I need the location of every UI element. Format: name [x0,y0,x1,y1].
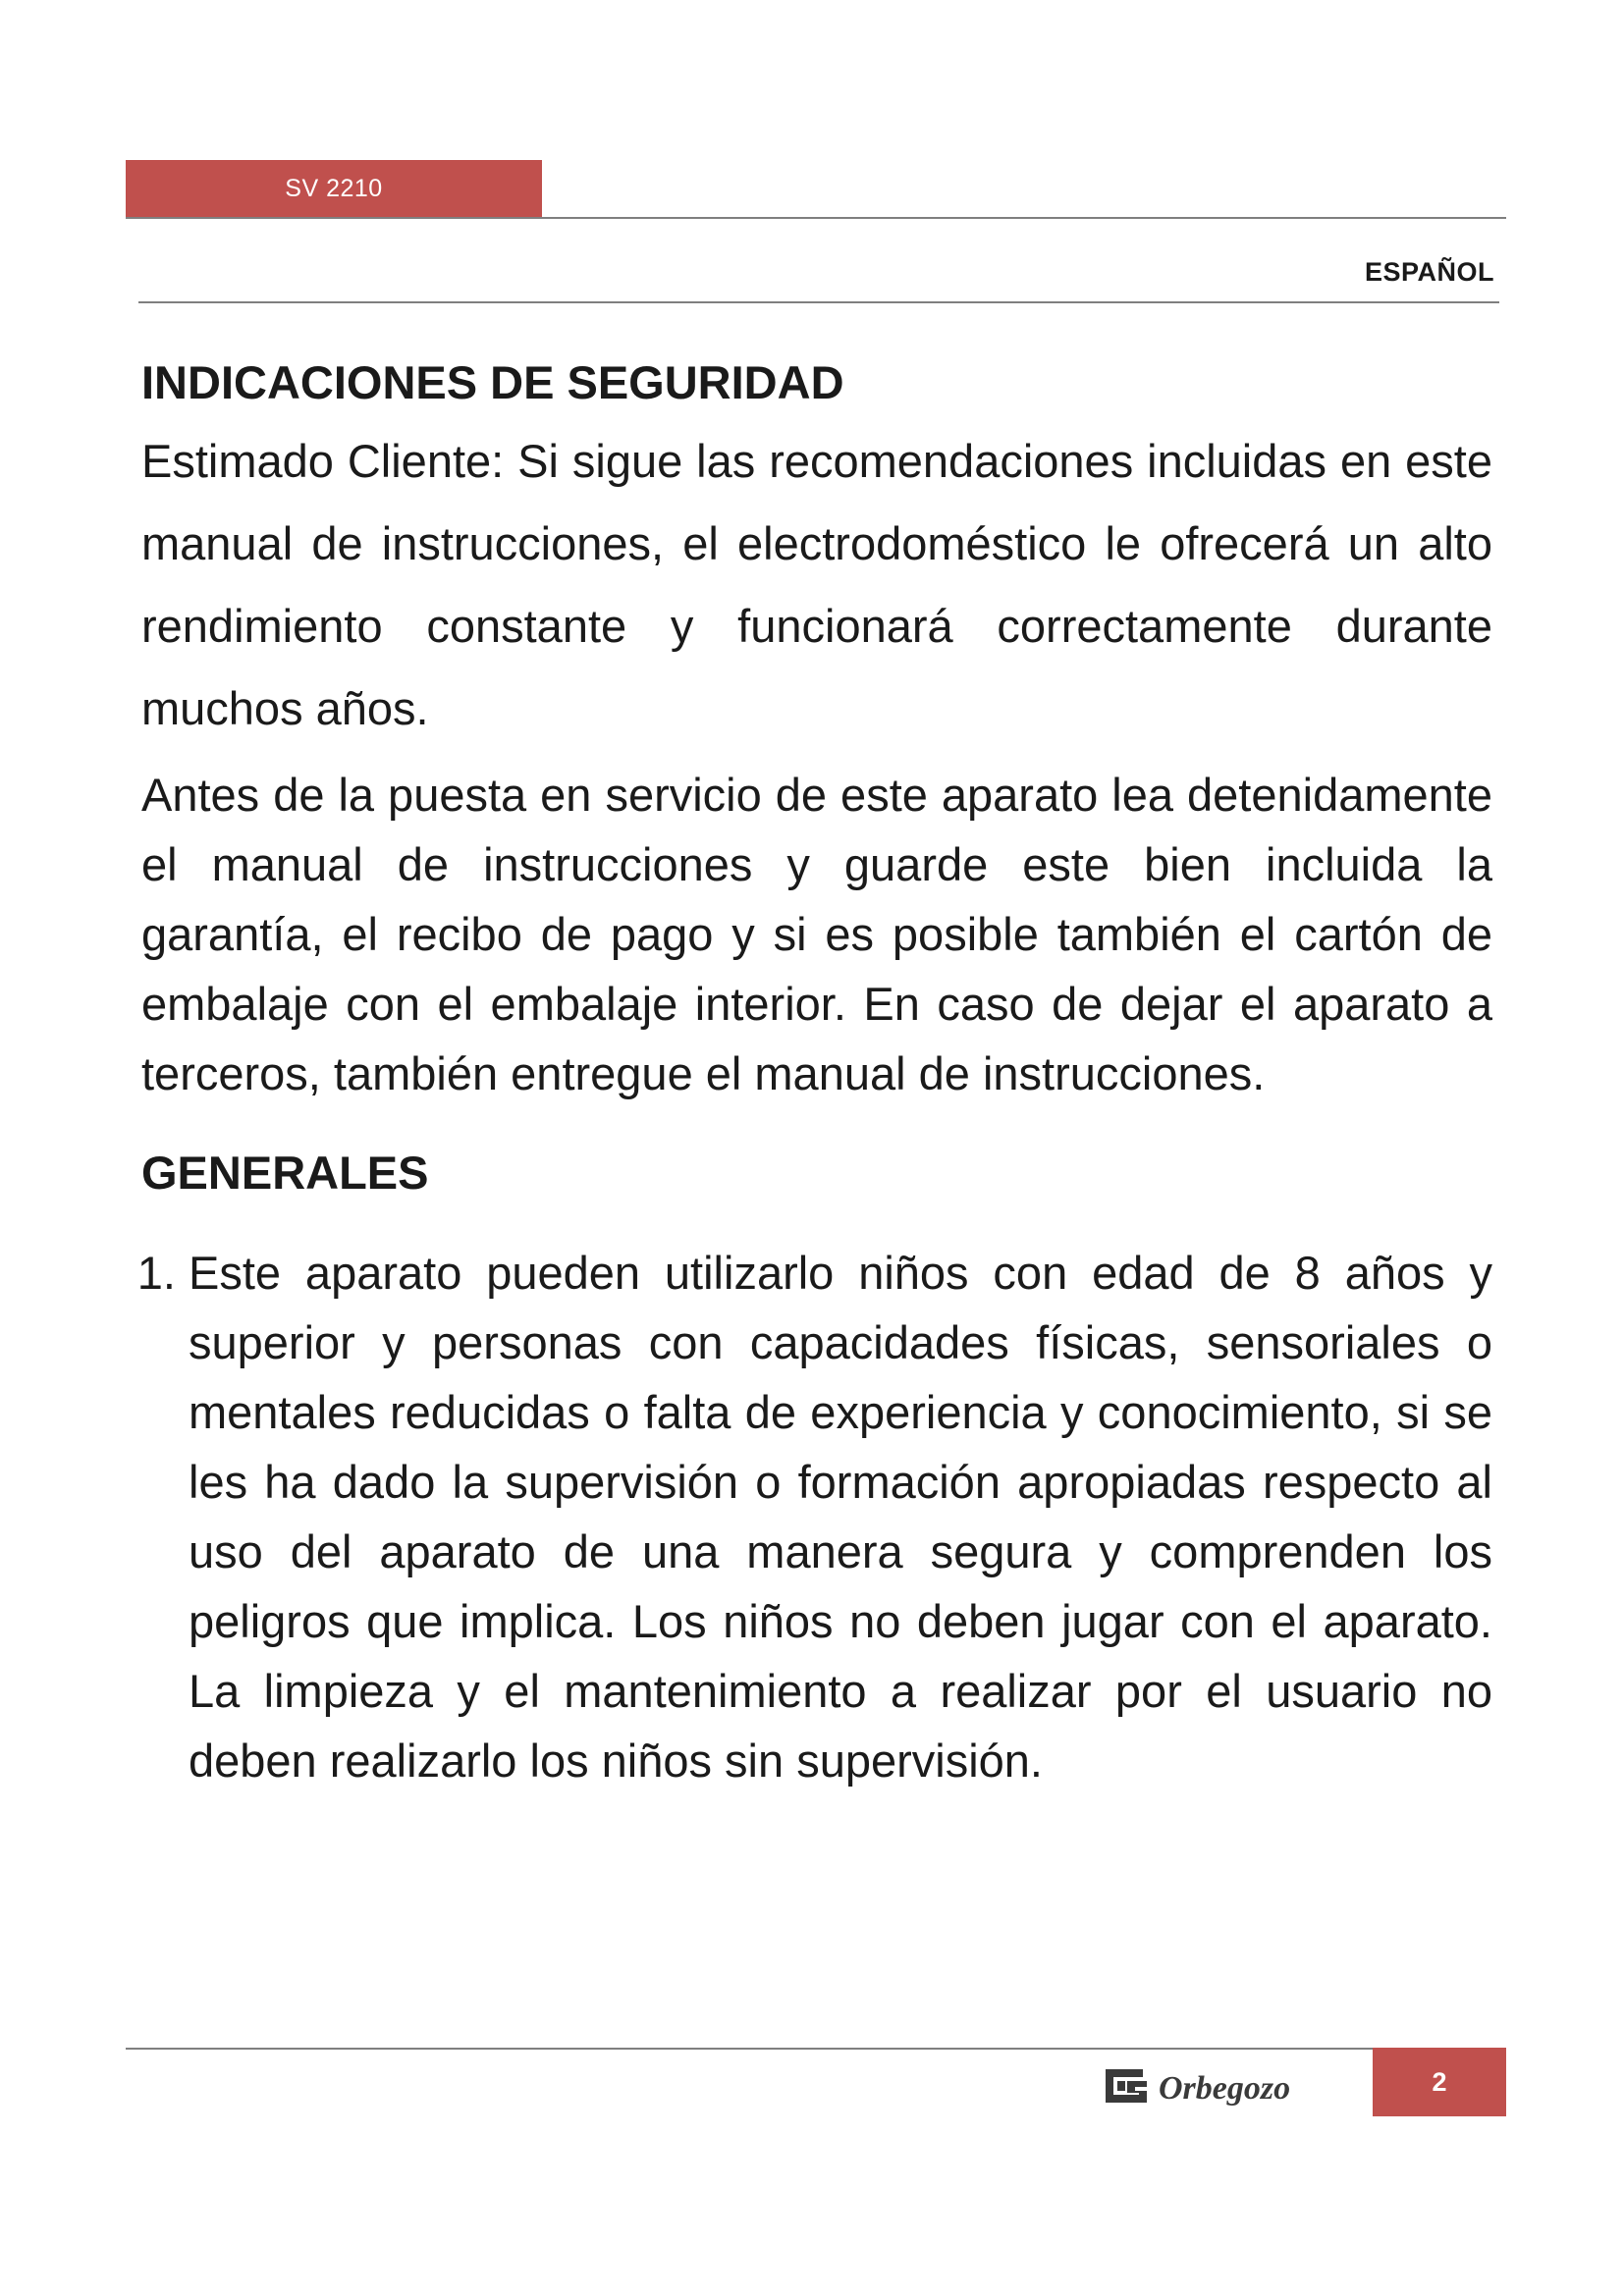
footer-divider [126,2048,1506,2050]
page-number: 2 [1373,2048,1506,2116]
paragraph-before-use: Antes de la puesta en servicio de este aparato lea detenidamente el manual de instrucciones y guarde este bien incluida la garantía, el recibo de pago y si es posible también el cartón de embalaje con el embalaje interior. En caso de dejar el aparato a terceros, también entregue el manual de instrucciones. [141,769,1492,1099]
logo-text: Orbegozo [1159,2070,1291,2107]
section-title-safety: INDICACIONES DE SEGURIDAD [141,356,844,408]
orbegozo-logo [1102,2059,1355,2112]
header-divider [126,217,1506,219]
section-title-general: GENERALES [141,1147,429,1199]
language-label: ESPAÑOL [1364,257,1494,287]
paragraph-intro: Estimado Cliente: Si sigue las recomendaciones incluidas en este manual de instrucciones, el electrodoméstico le ofrecerá un alto rendimiento constante y funcionará correctamente durante muchos años. [141,435,1492,734]
general-list [141,1238,1492,1795]
page-content [141,346,1492,1795]
language-divider [138,301,1499,303]
list-item: 1. Este aparato pueden utilizarlo niños con edad de 8 años y superior y personas con capacidades físicas, sensoriales o mentales reducidas o falta de experiencia y conocimiento, si se les ha dado la supervisión o formación apropiadas respecto al uso del aparato de una manera segura y comprenden los peligros que implica. Los niños no deben jugar con el aparato. La limpieza y el mantenimiento a realizar por el usuario no deben realizarlo los niños sin supervisión. [189,1238,1492,1795]
model-label: SV 2210 [126,160,542,217]
